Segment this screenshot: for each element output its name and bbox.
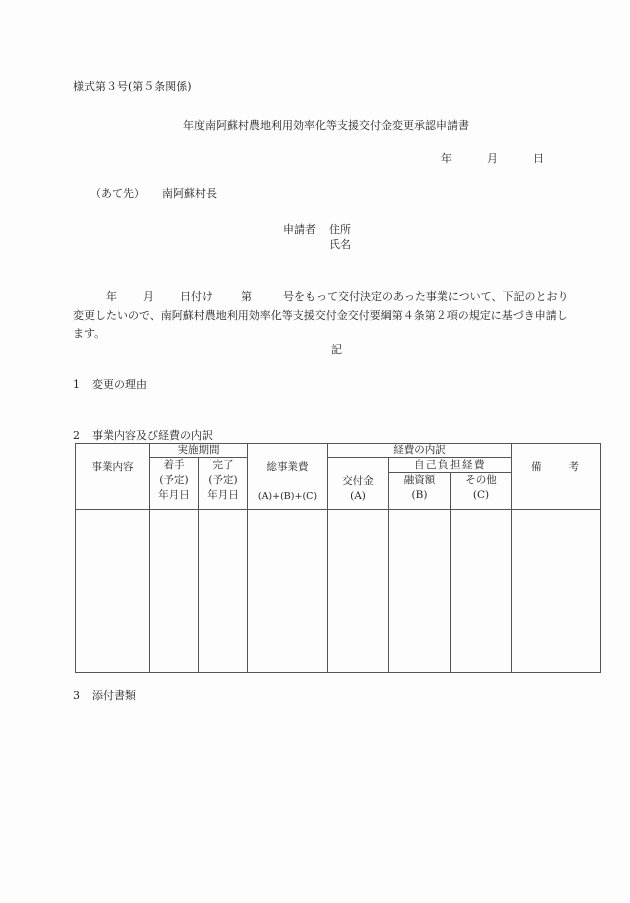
- header-biko: 備 考: [512, 444, 601, 510]
- applicant-name: 氏名: [329, 238, 351, 251]
- addressee: [90, 187, 217, 201]
- header-yushigaku: 融資額 (B): [389, 473, 451, 510]
- header-keihi-uchiwake: 経費の内訳: [328, 444, 512, 458]
- header-kofukin: 交付金 (A): [328, 458, 389, 510]
- table-row-body: [76, 510, 601, 673]
- cell-jigyo-naiyo[interactable]: [76, 510, 150, 673]
- document-title: 年度南阿蘇村農地利用効率化等支援交付金変更承認申請書: [183, 119, 469, 132]
- header-jisshi-kikan: 実施期間: [150, 444, 248, 458]
- header-jigyo-naiyo: 事業内容: [76, 444, 150, 510]
- ki-heading: 記: [331, 343, 342, 356]
- cell-chakushu[interactable]: [150, 510, 199, 673]
- cell-yushigaku[interactable]: [389, 510, 451, 673]
- applicant-label: 申請者: [283, 223, 316, 236]
- section-1: 1 変更の理由: [73, 378, 147, 391]
- cell-so-jigyohi[interactable]: [248, 510, 328, 673]
- addressee-label: （あて先）: [90, 187, 145, 200]
- form-number: 様式第３号(第５条関係): [73, 80, 192, 93]
- header-chakushu: 着手 (予定) 年月日: [150, 458, 199, 510]
- date-line: [441, 152, 544, 166]
- header-jiko-futan: 自己負担経費: [389, 458, 512, 473]
- cell-biko[interactable]: [512, 510, 601, 673]
- date-month: 月: [487, 152, 498, 165]
- cell-kanryo[interactable]: [199, 510, 248, 673]
- cell-kofukin[interactable]: [328, 510, 389, 673]
- header-kanryo: 完了 (予定) 年月日: [199, 458, 248, 510]
- expense-table: [75, 443, 601, 673]
- section-2: 2 事業内容及び経費の内訳: [73, 429, 213, 442]
- cell-sonota[interactable]: [451, 510, 512, 673]
- section-3: 3 添付書類: [73, 689, 136, 702]
- addressee-name: 南阿蘇村長: [162, 187, 217, 200]
- body-line-1: 年 月 日付け 第 号をもって交付決定のあった事業について、下記のとおり: [106, 290, 569, 303]
- body-line-2: 変更したいので、南阿蘇村農地利用効率化等支援交付金交付要綱第４条第２項の規定に基づき申請し: [73, 309, 568, 322]
- body-line-3: ます。: [73, 327, 106, 340]
- date-year: 年: [441, 152, 452, 165]
- applicant-address: 住所: [329, 223, 351, 236]
- header-sonota: その他 (C): [451, 473, 512, 510]
- date-day: 日: [533, 152, 544, 165]
- header-so-jigyohi: 総事業費 (A)+(B)+(C): [248, 444, 328, 510]
